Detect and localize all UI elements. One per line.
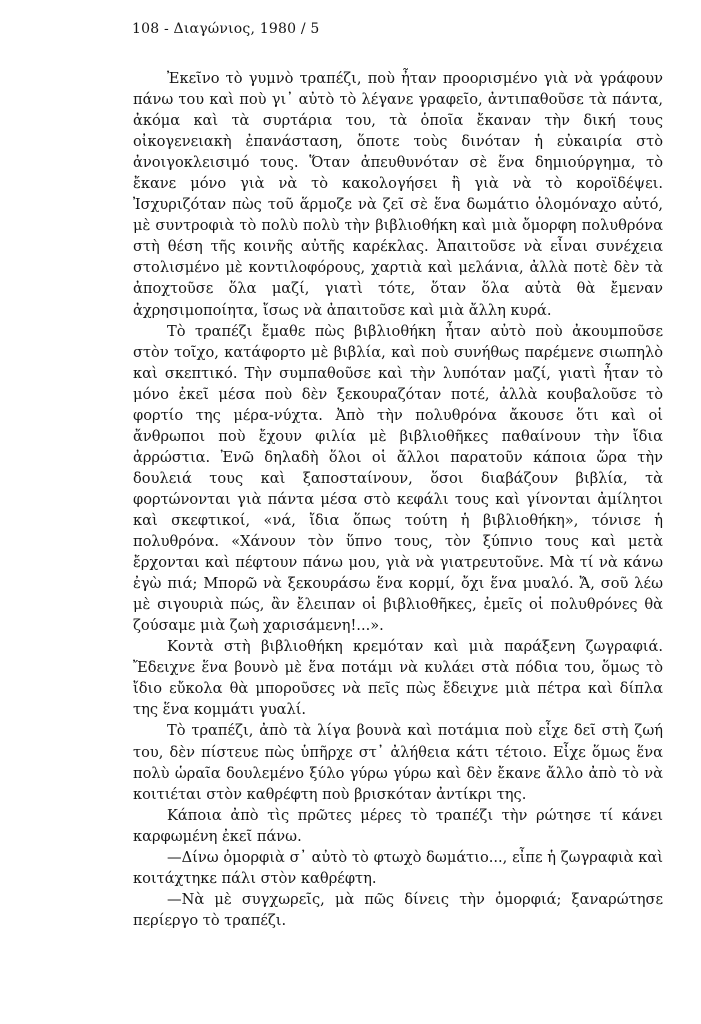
paragraph: Κοντὰ στὴ βιβλιοθήκη κρεμόταν καὶ μιὰ παράξενη ζωγραφιά. Ἔδειχνε ἕνα βουνὸ μὲ ἕνα ποτάμι νὰ κυλάει στὰ πόδια του, ὅμως τὸ ἴδιο εὔκολα θὰ μποροῦσες νὰ πεῖς πὼς ἔδειχνε μιὰ πέτρα καὶ δίπλα της ἕνα κομμάτι γυαλί. xyxy=(133,638,663,719)
dialogue-line: —Δίνω ὀμορφιὰ σ᾽ αὐτὸ τὸ φτωχὸ δωμάτιο..., εἶπε ἡ ζωγραφιὰ καὶ κοιτάχτηκε πάλι στὸν καθρέφτη. xyxy=(133,848,663,887)
paragraph: Κάποια ἀπὸ τὶς πρῶτες μέρες τὸ τραπέζι τὴν ρώτησε τί κάνει καρφωμένη ἐκεῖ πάνω. xyxy=(133,806,663,845)
body-text xyxy=(133,68,663,931)
page-header: 108 - Διαγώνιος, 1980 / 5 xyxy=(132,21,320,37)
paragraph: Τὸ τραπέζι, ἀπὸ τὰ λίγα βουνὰ καὶ ποτάμια ποὺ εἶχε δεῖ στὴ ζωή του, δὲν πίστευε πὼς ὑπῆρχε στ᾽ ἀλήθεια κάτι τέτοιο. Εἶχε ὅμως ἕνα πολὺ ὡραῖα δουλεμένο ξύλο γύρω γύρω καὶ δὲν ἔκανε ἄλλο ἀπὸ τὸ νὰ κοιτιέται στὸν καθρέφτη ποὺ βρισκόταν ἀντίκρι της. xyxy=(133,722,663,803)
paragraph: Τὸ τραπέζι ἔμαθε πὼς βιβλιοθήκη ἦταν αὐτὸ ποὺ ἀκουμποῦσε στὸν τοῖχο, κατάφορτο μὲ βιβλία, καὶ ποὺ συνήθως παρέμενε σιωπηλὸ καὶ σκεπτικό. Τὴν συμπαθοῦσε καὶ τὴν λυπόταν μαζί, γιατὶ ἦταν τὸ μόνο ἐκεῖ μέσα ποὺ δὲν ξεκουραζόταν ποτέ, ἀλλὰ κουβαλοῦσε τὸ φορτίο της μέρα-νύχτα. Ἀπὸ τὴν πολυθρόνα ἄκουσε ὅτι καὶ οἱ ἄνθρωποι ποὺ ἔχουν φιλία μὲ βιβλιοθῆκες παθαίνουν τὴν ἴδια ἀρρώστια. Ἐνῶ δηλαδὴ ὅλοι οἱ ἄλλοι παρατοῦν κάποια ὥρα τὴν δουλειά τους καὶ ξαποσταίνουν, ὅσοι διαβάζουν βιβλία, τὰ φορτώνονται γιὰ πάντα μέσα στὸ κεφάλι τους καὶ γίνονται ἀμίλητοι καὶ σκεφτικοί, «νά, ἴδια ὅπως τούτη ἡ βιβλιοθήκη», τόνισε ἡ πολυθρόνα. «Χάνουν τὸν ὕπνο τους, τὸν ξύπνιο τους καὶ μετὰ ἔρχονται καὶ πέφτουν πάνω μου, γιὰ νὰ γιατρευτοῦνε. Μὰ τί νὰ κάνω ἐγὼ πιά; Μπορῶ νὰ ξεκουράσω ἕνα κορμί, ὄχι ἕνα μυαλό. Ἄ, σοῦ λέω μὲ σιγουριὰ πώς, ἂν ἔλειπαν οἱ βιβλιοθῆκες, ἐμεῖς οἱ πολυθρόνες θὰ ζούσαμε μιὰ ζωὴ χαρισάμενη!...». xyxy=(133,322,663,635)
paragraph: Ἐκεῖνο τὸ γυμνὸ τραπέζι, ποὺ ἦταν προορισμένο γιὰ νὰ γράφουν πάνω του καὶ ποὺ γι᾽ αὐτὸ τὸ λέγανε γραφεῖο, ἀντιπαθοῦσε τὰ πάντα, ἀκόμα καὶ τὰ συρτάρια του, τὰ ὁποῖα ἔκαναν τὴν δική τους οἰκογενειακὴ ἐπανάσταση, ὅποτε τοὺς δινόταν ἡ εὐκαιρία στὸ ἀνοιγοκλεισιμό τους. Ὅταν ἀπευθυνόταν σὲ ἕνα δημιούργημα, τὸ ἔκανε μόνο γιὰ νὰ τὸ κακολογήσει ἢ γιὰ νὰ τὸ κοροϊδέψει. Ἰσχυριζόταν πὼς τοῦ ἅρμοζε νὰ ζεῖ σὲ ἕνα δωμάτιο ὁλομόναχο αὐτό, μὲ συντροφιὰ τὸ πολὺ πολὺ τὴν βιβλιοθήκη καὶ μιὰ ὄμορφη πολυθρόνα στὴ θέση τῆς κοινῆς αὐτῆς καρέκλας. Ἀπαιτοῦσε νὰ εἶναι συνέχεια στολισμένο μὲ κοντιλοφόρους, χαρτιὰ καὶ μελάνια, ἀλλὰ ποτὲ δὲν τὰ ἀποχτοῦσε ὅλα μαζί, γιατὶ τότε, ὅταν ὅλα αὐτὰ θὰ ἔμεναν ἀχρησιμοποίητα, ἴσως νὰ ἀπαιτοῦσε καὶ μιὰ ἄλλη κυρά. xyxy=(133,70,663,319)
dialogue-line: —Νὰ μὲ συγχωρεῖς, μὰ πῶς δίνεις τὴν ὀμορφιά; ξαναρώτησε περίεργο τὸ τραπέζι. xyxy=(133,890,663,929)
